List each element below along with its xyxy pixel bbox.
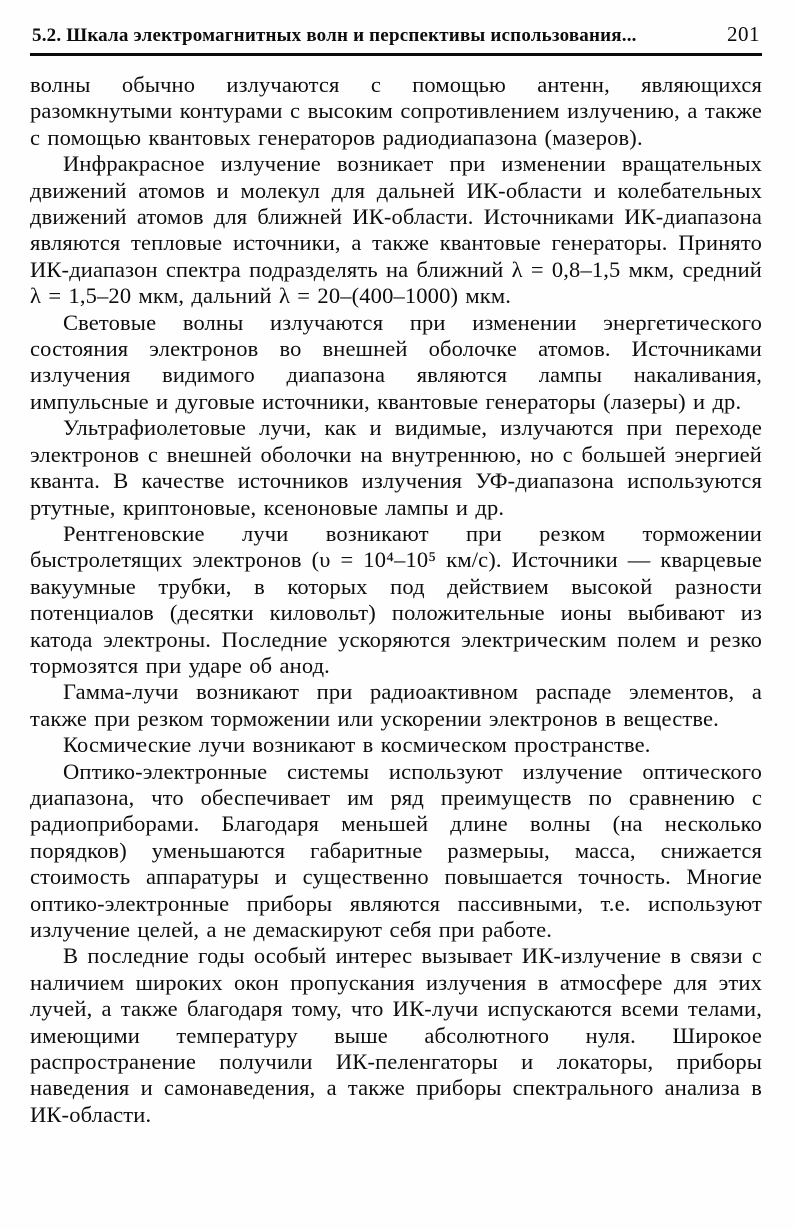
paragraph-cosmic: Космические лучи возникают в космическом пространстве.: [63, 732, 651, 758]
paragraph-gamma: Гамма-лучи возникают при радиоактивном распаде элементов, а также при резком торможении или ускорении электронов в веществе.: [30, 679, 762, 731]
paragraph-optoelectronic: Оптико-электронные системы используют излучение оптического диапазона, что обеспечивает им ряд преимуществ по сравнению с радиоприборами. Благодаря меньшей длине волны (на несколько порядков) уменьшаются габаритные размерыы, масса, снижается стоимость аппаратуры и существенно повышается точность. Многие оптико-электронные приборы являются пассивными, т.е. используют излучение целей, а не демаскируют себя при работе.: [30, 758, 762, 942]
header-rule-divider: [30, 53, 762, 56]
page-number: 201: [727, 22, 760, 46]
running-header: [30, 22, 762, 53]
paragraph-ik-interest: В последние годы особый интерес вызывает ИК-излучение в связи с наличием широких окон пропускания излучения в атмосфере для этих лучей, а также благодаря тому, что ИК-лучи испускаются всеми телами, имеющими температуру выше абсолютного нуля. Широкое распространение получили ИК-пеленгаторы и локаторы, приборы наведения и самонаведения, а также приборы спектрального анализа в ИК-области.: [30, 943, 762, 1127]
paragraph-xray: Рентгеновские лучи возникают при резком торможении быстролетящих электронов (υ = 10⁴–10⁵ км/с). Источники — кварцевые вакуумные трубки, в которых под действием высокой разности потенциалов (десятки киловольт) положительные ионы выбивают из катода электроны. Последние ускоряются электрическим полем и резко тормозятся при ударе об анод.: [30, 520, 762, 678]
text-column: [30, 72, 762, 1128]
paragraph-ultraviolet: Ультрафиолетовые лучи, как и видимые, излучаются при переходе электронов с внешней оболочки на внутреннюю, но с большей энергией кванта. В качестве источников излучения УФ-диапазона используются ртутные, криптоновые, ксеноновые лампы и др.: [30, 415, 762, 520]
section-title: 5.2. Шкала электромагнитных волн и перспективы использования...: [32, 25, 637, 46]
paragraph-continuation: волны обычно излучаются с помощью антенн, являющихся разомкнутыми контурами с высоким сопротивлением излучению, а также с помощью квантовых генераторов радиодиапазона (мазеров).: [30, 72, 762, 150]
paragraph-light-waves: Световые волны излучаются при изменении энергетического состояния электронов во внешней оболочке атомов. Источниками излучения видимого диапазона являются лампы накаливания, импульсные и дуговые источники, квантовые генераторы (лазеры) и др.: [30, 309, 762, 414]
paragraph-infrared: Инфракрасное излучение возникает при изменении вращательных движений атомов и молекул для дальней ИК-области и колебательных движений атомов для ближней ИК-области. Источниками ИК-диапазона являются тепловые источники, а также квантовые генераторы. Принято ИК-диапазон спектра подразделять на ближний λ = 0,8–1,5 мкм, средний λ = 1,5–20 мкм, дальний λ = 20–(400–1000) мкм.: [30, 151, 762, 309]
